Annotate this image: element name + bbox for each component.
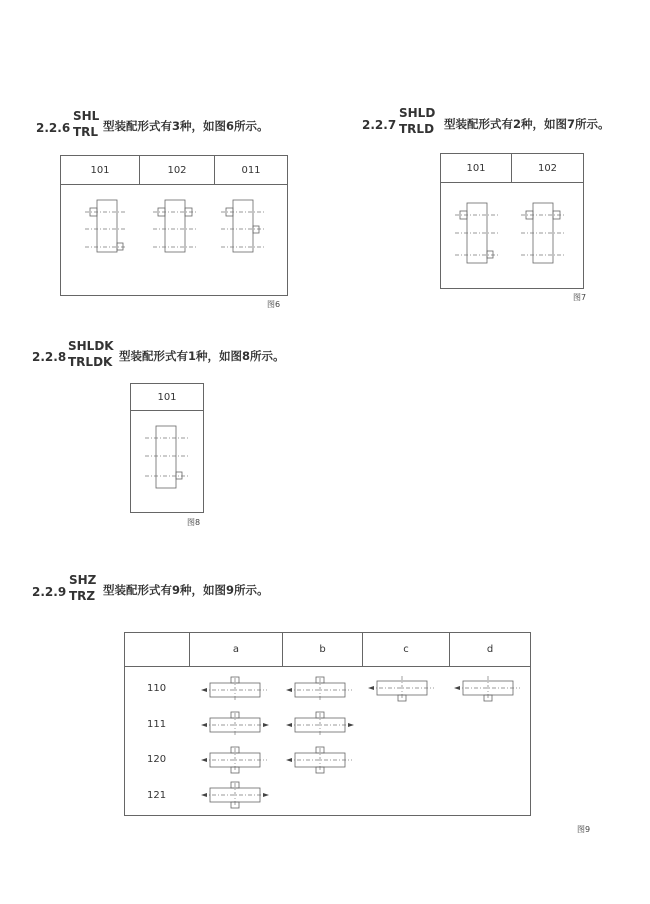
section-number: 2.2.6 [36,121,71,135]
section-description: 型装配形式有1种，如图8所示。 [119,349,285,363]
model-name-shl: SHL [73,109,100,123]
gearbox-diagram [85,200,127,252]
mounting-diagrams [131,411,203,511]
gearbox-diagram [201,782,269,808]
row-label: 110 [147,683,167,694]
assembly-figure-6 [60,155,288,296]
gearbox-diagram [286,677,352,702]
section-number: 2.2.7 [362,118,397,132]
model-name-shld: SHLD [399,106,436,120]
gearbox-diagram [145,426,189,488]
model-name-trld: TRLD [399,122,435,136]
figure-caption: 图7 [573,293,587,302]
header-cell: 011 [241,164,261,176]
figure-caption: 图8 [187,518,201,527]
section-description: 型装配形式有9种，如图9所示。 [103,583,269,597]
section-description: 型装配形式有3种，如图6所示。 [103,119,269,133]
header-cell: 101 [61,156,140,184]
row-label: 121 [147,790,167,801]
mounting-diagrams [441,183,583,288]
header-cell: 101 [157,391,177,403]
gearbox-diagram [201,712,269,737]
header-cell: d [486,644,494,655]
gearbox-diagram [368,676,434,701]
section-description: 型装配形式有2种，如图7所示。 [444,117,610,131]
gearbox-diagram [153,200,197,252]
gearbox-diagram [201,747,267,773]
row-label: 111 [147,719,167,730]
header-cell: 102 [140,156,215,184]
row-label: 120 [147,754,167,765]
mounting-diagrams [125,633,530,815]
gearbox-diagram [286,712,354,737]
header-cell: a [190,633,283,666]
gearbox-diagram [454,676,520,701]
figure-caption: 图6 [267,300,281,309]
gearbox-diagram [286,747,352,773]
mounting-diagrams [61,185,287,295]
model-name-trldk: TRLDK [68,355,113,369]
model-name-shldk: SHLDK [68,339,114,353]
model-name-shz: SHZ [69,573,97,587]
model-name-trz: TRZ [69,589,96,603]
gearbox-diagram [521,203,565,263]
gearbox-diagram [201,677,267,702]
section-number: 2.2.8 [32,350,67,364]
header-cell: c [363,633,450,666]
assembly-figure-7 [440,153,584,289]
assembly-figure-9 [124,632,531,816]
section-number: 2.2.9 [32,585,67,599]
header-cell: 102 [537,162,558,174]
header-cell: 101 [441,154,512,182]
gearbox-diagram [221,200,265,252]
figure-caption: 图9 [577,825,591,834]
model-name-trl: TRL [73,125,99,139]
header-cell: b [283,633,363,666]
gearbox-diagram [455,203,499,263]
assembly-figure-8 [130,383,204,513]
